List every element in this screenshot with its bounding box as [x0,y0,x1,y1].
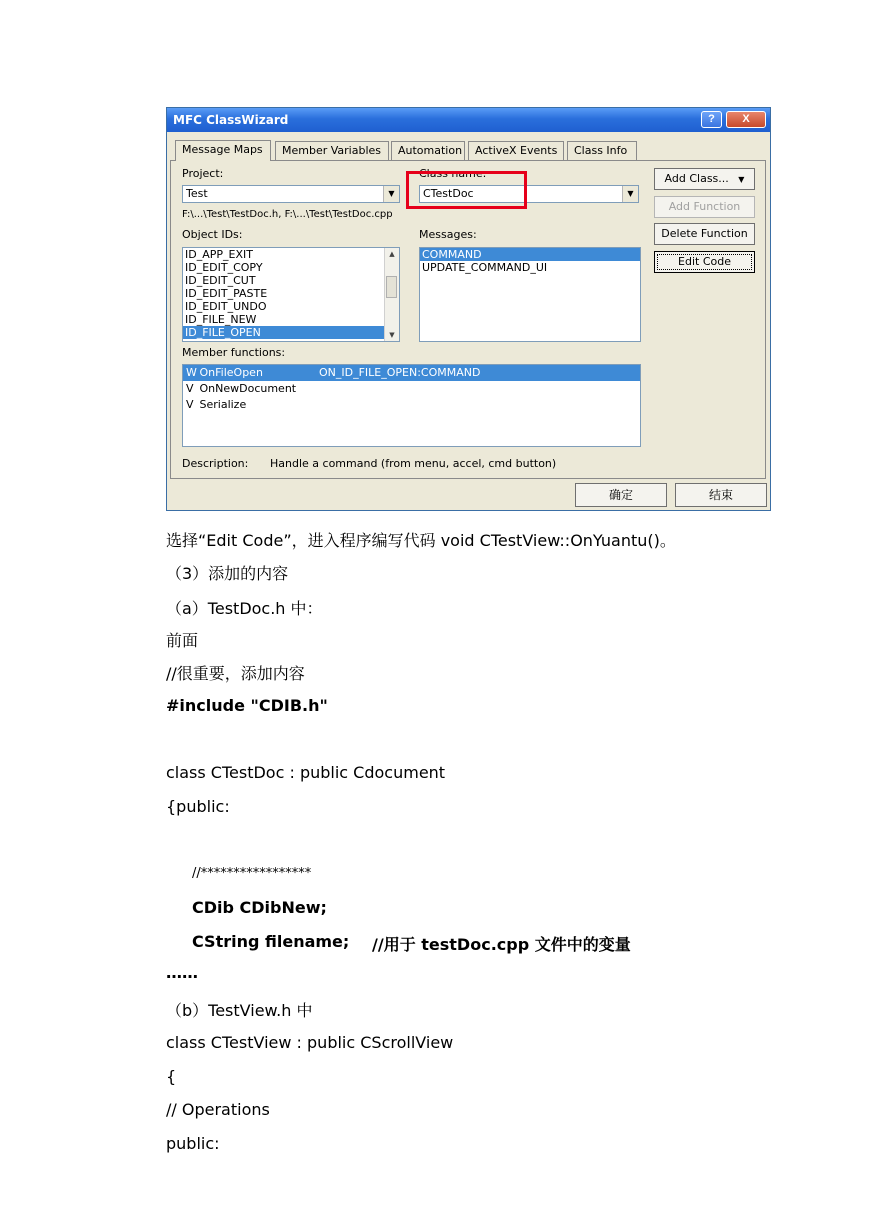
doc-line: {public: [166,797,230,816]
project-label: Project: [182,167,224,180]
list-item[interactable]: ID_APP_EXIT [185,248,253,261]
description-text: Handle a command (from menu, accel, cmd button) [270,457,557,470]
file-path-text: F:\...\Test\TestDoc.h, F:\...\Test\TestDoc.cpp [182,209,393,220]
doc-line: （a）TestDoc.h 中： [166,599,323,618]
close-button[interactable]: X [726,111,766,128]
list-item[interactable]: ID_EDIT_PASTE [185,287,268,300]
tab-automation[interactable]: Automation [391,141,465,160]
tab-activex-events[interactable]: ActiveX Events [468,141,564,160]
messages-label: Messages: [419,228,477,241]
doc-line: 前面 [166,631,199,650]
table-row[interactable] [183,397,640,413]
doc-line: （b）TestView.h 中 [166,1001,313,1020]
classwizard-dialog [166,107,771,511]
doc-line: （3）添加的内容 [166,564,289,583]
list-item[interactable]: ID_FILE_NEW [185,313,257,326]
chevron-down-icon[interactable]: ▼ [622,186,638,202]
scroll-thumb[interactable] [386,276,397,298]
add-class-label: Add Class... [664,172,729,185]
table-row[interactable] [183,381,640,397]
function-type: W [186,366,197,379]
doc-line: CString filename; [192,932,350,951]
doc-line: 选择“Edit Code”，进入程序编写代码 void CTestView::OnYuantu()。 [166,531,676,550]
highlight-box [406,171,527,209]
list-item[interactable]: UPDATE_COMMAND_UI [422,261,548,274]
doc-line: { [166,1067,177,1086]
member-functions-list[interactable] [182,364,641,447]
function-name: OnFileOpen [199,366,263,379]
project-combo[interactable] [182,185,400,203]
chevron-down-icon: ▼ [738,175,745,184]
list-item[interactable]: ID_EDIT_UNDO [185,300,267,313]
list-item-selected[interactable]: ID_FILE_OPEN [183,326,385,339]
title-bar[interactable] [167,108,770,132]
help-button[interactable]: ? [701,111,722,128]
description-label: Description: [182,457,249,470]
ok-button[interactable]: 确定 [575,483,667,507]
dialog-title: MFC ClassWizard [173,113,289,127]
delete-function-button[interactable]: Delete Function [654,223,755,245]
object-ids-scrollbar[interactable] [384,248,399,341]
list-item[interactable]: ID_EDIT_COPY [185,261,263,274]
doc-line: public: [166,1134,220,1153]
class-name-value: CTestDoc [423,187,474,200]
table-row[interactable] [183,365,640,381]
member-functions-label: Member functions: [182,346,286,359]
function-type: V [186,398,194,411]
doc-line: // Operations [166,1100,270,1119]
edit-code-button[interactable]: Edit Code [654,251,755,273]
tab-member-variables[interactable]: Member Variables [275,141,389,160]
tab-message-maps[interactable]: Message Maps [175,140,271,161]
function-handler: ON_ID_FILE_OPEN:COMMAND [319,366,481,379]
add-class-button[interactable] [654,168,755,190]
function-name: OnNewDocument [199,382,297,395]
doc-line: #include "CDIB.h" [166,696,328,715]
messages-list[interactable] [419,247,641,342]
doc-line: …… [166,963,198,982]
function-name: Serialize [199,398,247,411]
tab-class-info[interactable]: Class Info [567,141,637,160]
function-type: V [186,382,194,395]
doc-line: class CTestDoc : public Cdocument [166,763,446,782]
add-function-button[interactable]: Add Function [654,196,755,218]
doc-line: //很重要，添加内容 [166,664,305,683]
doc-line: CDib CDibNew; [192,898,327,917]
class-name-label: Class name: [419,167,487,180]
doc-line: class CTestView : public CScrollView [166,1033,454,1052]
doc-line: //用于 testDoc.cpp 文件中的变量 [372,935,631,954]
cancel-button[interactable]: 结束 [675,483,767,507]
chevron-down-icon[interactable]: ▼ [383,186,399,202]
object-ids-label: Object IDs: [182,228,243,241]
scroll-up-icon[interactable]: ▲ [389,250,395,258]
doc-line: //***************** [192,866,312,881]
list-item[interactable]: ID_EDIT_CUT [185,274,256,287]
list-item-selected[interactable]: COMMAND [420,248,640,261]
project-value: Test [186,187,208,200]
scroll-down-icon[interactable]: ▼ [389,331,395,339]
object-ids-list[interactable] [182,247,400,342]
